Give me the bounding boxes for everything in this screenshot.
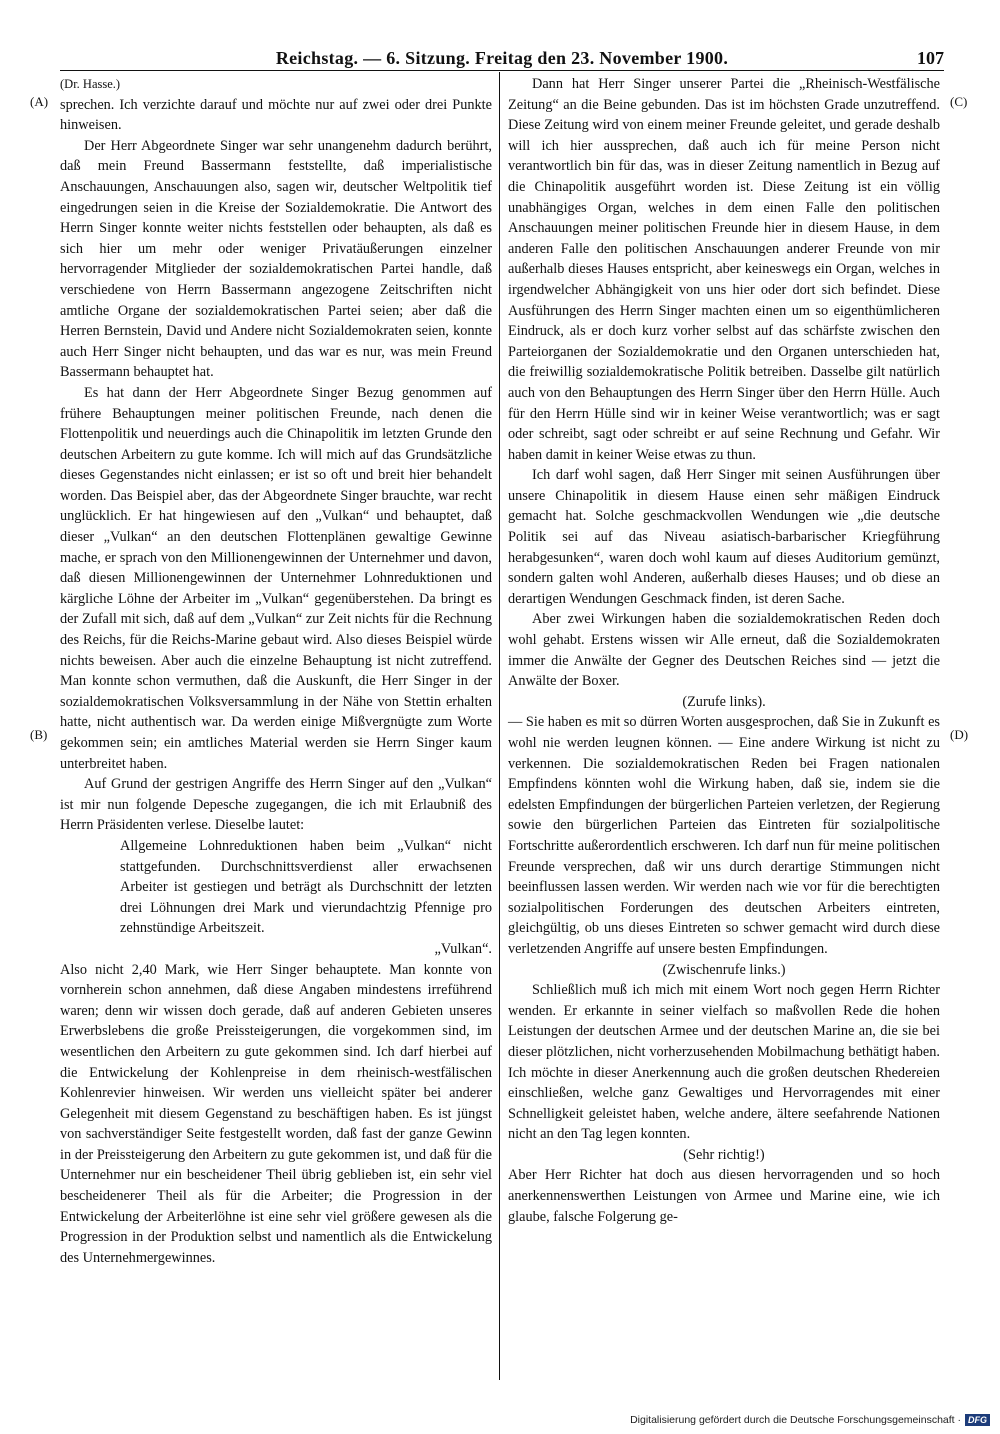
paragraph: Schließlich muß ich mich mit einem Wort noch gegen Herrn Richter wenden. Er erkannte in seiner vielfach so maßvollen Rede die hohen Leistungen der deutschen Armee und der deutschen Marine an, die sie bei dieser plötzlichen, nicht vorherzusehenden Mobilmachung bethätigt haben. Ich möchte in dieser Anerkennung auch die großen deutschen Rhedereien einschließen, welche ganz Gewaltiges und Hervorragendes mit einer Schnelligkeit geleistet haben, welche andere, ältere seefahrende Nationen nicht an den Tag legen konnten. bbox=[508, 982, 940, 1143]
credit-text: Digitalisierung gefördert durch die Deutsche Forschungsgemeinschaft · bbox=[630, 1414, 961, 1426]
right-column bbox=[508, 74, 940, 1227]
paragraph: sprechen. Ich verzichte darauf und möchte nur auf zwei oder drei Punkte hinweisen. bbox=[60, 96, 492, 134]
interjection: (Zwischenrufe links.) bbox=[662, 961, 786, 978]
margin-marker-d: (D) bbox=[950, 727, 969, 742]
header-rule bbox=[60, 70, 944, 71]
left-column bbox=[60, 74, 492, 1268]
telegram-quote: Allgemeine Lohnreduktionen haben beim „Vulkan“ nicht stattgefunden. Durchschnittsverdienst aller erwachsenen Arbeiter ist gestiegen und beträgt als Durchschnitt der letzten drei Löhnungen drei Mark und vierundachtzig Pfennige pro zehnstündige Arbeitszeit. bbox=[120, 837, 492, 937]
paragraph: Also nicht 2,40 Mark, wie Herr Singer behauptete. Man konnte von vornherein schon annehmen, daß diese Angaben mindestens irreführend waren; denn wir wissen doch gerade, daß auf anderen Gebieten unseres Erwerbslebens die große Preissteigerungen, die vorgekommen sind, im wesentlichen den Arbeitern zu gute gekommen sind. Ich darf hierbei auf die Entwickelung der Kohlenpreise in dem rheinisch-westfälischen Kohlenrevier hinweisen. Wir werden uns vielleicht später bei anderer Gelegenheit mit diesem Gegenstand zu beschäftigen haben. Es ist jüngst von sachverständiger Seite festgestellt worden, daß fast der ganze Gewinn in der Preissteigerung den Arbeitern zu gute gekommen ist, und daß für die Unternehmer nur ein bescheidener Theil übrig geblieben ist, ein sehr viel bescheidenerer Theil als für die Arbeiter; die Progression in der Entwickelung der Arbeiterlöhne ist eine sehr viel größere gewesen als die Progression in der Produktion selbst und namentlich als die Entwickelung des Unternehmergewinnes. bbox=[60, 961, 492, 1266]
interjection: (Sehr richtig!) bbox=[683, 1146, 765, 1163]
digitization-credit bbox=[630, 1414, 990, 1426]
margin-marker-c: (C) bbox=[950, 94, 968, 109]
speaker-tag: (Dr. Hasse.) bbox=[60, 77, 121, 91]
column-divider bbox=[499, 72, 500, 1380]
margin-marker-b: (B) bbox=[30, 727, 48, 742]
dfg-logo: DFG bbox=[965, 1414, 990, 1426]
page-number: 107 bbox=[917, 48, 944, 68]
running-title: Reichstag. — 6. Sitzung. Freitag den 23. November 1900. bbox=[275, 48, 729, 68]
paragraph: Dann hat Herr Singer unserer Partei die „Rheinisch-Westfälische Zeitung“ an die Beine gebunden. Das ist im höchsten Grade unzutreffend. Diese Zeitung wird von einem meiner Freunde geleitet, und gerade deshalb will ich hier aussprechen, daß auch ich für meine Person nicht verantwortlich bin für das, was in dieser Zeitung namentlich in Bezug auf die Chinapolitik ausgeführt worden ist. Diese Zeitung ist ein völlig unabhängiges Organ, welches in dem einen Falle den politischen Anschauungen meiner politischen Freunde hier in diesem Hause, in dem anderen Falle den politischen Anschauungen anderer Freunde von mir außerhalb dieses Hauses entspricht, aber keineswegs ein Organ, welches in irgendwelcher Abhängigkeit von uns hier oder dort sich befindet. Diese Ausführungen des Herrn Singer machten einen um so eigenthümlicheren Eindruck, als er doch kurz vorher selbst auf das schärfste zwischen den Parteiorganen der Sozialdemokratie und den Organen unterschieden hat, die freiwillig sozialdemokratische Politik betreiben. Dasselbe gilt natürlich auch von den Behauptungen des Herrn Singer über den Herrn Hülle. Auch für den Herrn Hülle sind wir in keiner Weise verantwortlich; was er sagt oder schreibt, sagt oder schreibt er auf seine Rechnung und Gefahr. Wir haben damit in keiner Weise etwas zu thun. bbox=[508, 76, 940, 463]
paragraph: Der Herr Abgeordnete Singer war sehr unangenehm dadurch berührt, daß mein Freund Bassermann feststellte, daß imperialistische Anschauungen, Anschauungen also, sagen wir, deutscher Weltpolitik tief eingedrungen seien in die Kreise der Sozialdemokratie. Die Antwort des Herrn Singer konnte weiter nichts feststellen oder behaupten, als daß es sich hier um mehr oder weniger Privatäußerungen einzelner hervorragender Mitglieder der sozialdemokratischen Partei handle, daß verschiedene von Herrn Bassermann angezogene Zeitschriften nicht amtliche Organe der sozialdemokratischen Partei seien; aber daß die Herren Bernstein, David und Andere nicht Sozialdemokraten seien, konnte auch Herr Singer nicht behaupten, und das war es nur, was mein Freund Bassermann behauptet hat. bbox=[60, 137, 492, 381]
paragraph: Aber zwei Wirkungen haben die sozialdemokratischen Reden doch wohl gehabt. Erstens wissen wir Alle erneut, daß die Sozialdemokraten immer die Anwälte der Gegner des Deutschen Reiches sind — jetzt die Anwälte der Boxer. bbox=[508, 611, 940, 690]
telegram-signature: „Vulkan“. bbox=[434, 940, 492, 957]
interjection: (Zurufe links). bbox=[682, 693, 766, 710]
paragraph: Aber Herr Richter hat doch aus diesen hervorragenden und so hoch anerkennenswerthen Leistungen von Armee und Marine eine, wie ich glaube, falsche Folgerung ge- bbox=[508, 1167, 940, 1225]
paragraph: Auf Grund der gestrigen Angriffe des Herrn Singer auf den „Vulkan“ ist mir nun folgende Depesche zugegangen, die ich mit Erlaubniß des Herrn Präsidenten verlese. Dieselbe lautet: bbox=[60, 776, 492, 834]
paragraph: — Sie haben es mit so dürren Worten ausgesprochen, daß Sie in Zukunft es wohl nie werden leugnen können. — Eine andere Wirkung ist nicht zu verkennen. Die sozialdemokratischen Reden bei Fragen nationalen Empfindens könnten wohl die Wirkung haben, daß sie, indem sie die edelsten Empfindungen der bürgerlichen Parteien verletzen, der Regierung sowie den bürgerlichen Parteien das Eintreten für sozialpolitische Fortschritte außerordentlich erschweren. Ich darf nun für meine politischen Freunde versprechen, daß wir uns durch derartige Stimmungen nicht beeinflussen lassen werden. Wir werden nach wie vor für die berechtigten sozialpolitischen Forderungen des deutschen Arbeiters eintreten, gleichgültig, ob uns dieses Eintreten so schwer gemacht wird durch diese verletzenden Angriffe auf unsere besten Empfindungen. bbox=[508, 714, 940, 957]
paragraph: Es hat dann der Herr Abgeordnete Singer Bezug genommen auf frühere Behauptungen meiner politischen Freunde, nach denen die Flottenpolitik und neuerdings auch die Chinapolitik im letzten Grunde den deutschen Arbeitern zu gute komme. Ich will mich auf das Grundsätzliche dieses Gegenstandes nicht einlassen; er ist so oft und breit hier behandelt worden. Das Beispiel aber, das der Abgeordnete Singer brauchte, war recht unglücklich. Er hat hingewiesen auf den „Vulkan“ und behauptet, daß dieser „Vulkan“ an den deutschen Flottenplänen gewaltige Gewinne mache, er sprach von den Millionengewinnen der Unternehmer und davon, daß diesen Millionengewinnen der Unternehmer Lohnreduktionen und kärgliche Löhne der Arbeiter im „Vulkan“ gegenüberstehen. Da bringt es der Zufall mit sich, daß auf dem „Vulkan“ zur Zeit nichts für die Rechnung des Reichs, für die Reichs-Marine gebaut wird. Also dieses Beispiel würde nichts beweisen. Aber auch die einzelne Behauptung ist nicht zutreffend. Man konnte schon vermuthen, daß die Auskunft, die Herr Singer in der sozialdemokratischen Volksversammlung in der Nähe von Stettin erhalten hatte, nicht authentisch war. Da werden einige Mißvergnügte zum Worte gekommen sein; ein amtliches Material werden sie Herrn Singer kaum unterbreitet haben. bbox=[60, 384, 492, 772]
paragraph: Ich darf wohl sagen, daß Herr Singer mit seinen Ausführungen über unsere Chinapolitik in diesem Hause einen sehr mäßigen Eindruck gemacht hat. Solche geschmackvollen Wendungen wie „die deutsche Politik sei auf das Niveau asiatisch-barbarischer Kriegführung herabgesunken“, waren doch wohl kaum auf dieses Auditorium gemünzt, sondern galten wohl Anderen, außerhalb dieses Hauses; und ob diese an derartigen Wendungen Geschmack finden, ist deren Sache. bbox=[508, 467, 940, 607]
margin-marker-a: (A) bbox=[30, 94, 49, 109]
